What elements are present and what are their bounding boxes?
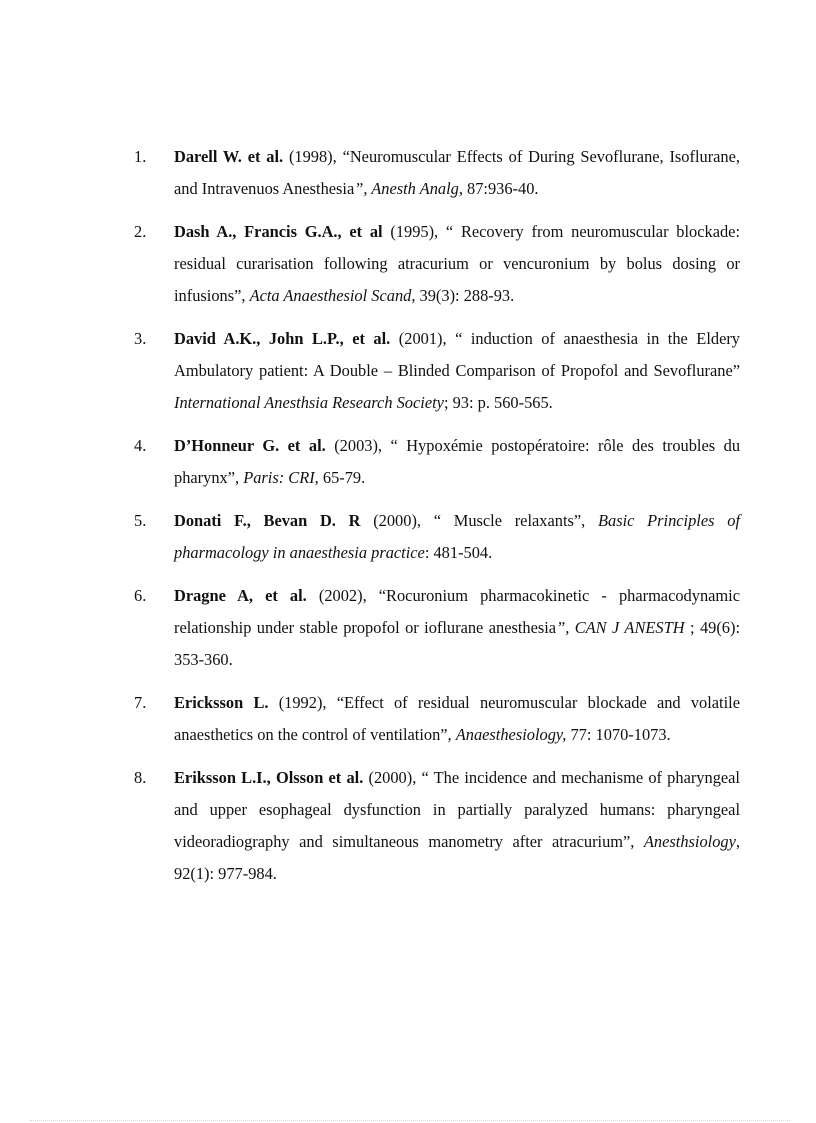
reference-source: ”, CAN J ANESTH xyxy=(556,618,685,637)
reference-item-7 xyxy=(134,687,740,751)
reference-authors: Ericksson L. xyxy=(174,693,269,712)
reference-authors: Eriksson L.I., Olsson et al. xyxy=(174,768,364,787)
reference-item-8 xyxy=(134,762,740,890)
reference-year: (2003), xyxy=(325,436,391,455)
page-bottom-divider xyxy=(30,1120,790,1121)
reference-title: “ Muscle relaxants”, xyxy=(433,511,598,530)
reference-source: ”, Anesth Analg xyxy=(354,179,459,198)
reference-number: 2. xyxy=(134,222,147,241)
reference-title: “Rocuronium pharmacokinetic - pharmacodynamic relationship under stable propofol or ioflurane anesthesia xyxy=(174,586,740,637)
reference-details: 77: 1070-1073. xyxy=(566,725,671,744)
reference-number: 7. xyxy=(134,693,147,712)
reference-source: Basic Principles of pharmacology in anaesthesia practice xyxy=(174,511,740,562)
reference-item-5 xyxy=(134,505,740,569)
reference-title: “ induction of anaesthesia in the Eldery Ambulatory patient: A Double – Blinded Comparison of Propofol and Sevoflurane” xyxy=(174,329,741,380)
reference-number: 1. xyxy=(134,147,147,166)
reference-year: (1992), xyxy=(268,693,337,712)
reference-year: (1995), xyxy=(382,222,446,241)
reference-year: (1998), xyxy=(283,147,343,166)
reference-authors: Donati F., Bevan D. R xyxy=(174,511,361,530)
reference-source: Anaesthesiology, xyxy=(455,725,567,744)
reference-details: , 92(1): 977-984. xyxy=(174,832,740,883)
reference-title: “ Hypoxémie postopératoire: rôle des troubles du pharynx”, xyxy=(174,436,741,487)
reference-item-1 xyxy=(134,141,740,205)
reference-item-6 xyxy=(134,580,740,676)
reference-authors: Dash A., Francis G.A., et al xyxy=(174,222,383,241)
reference-year: (2001), xyxy=(390,329,456,348)
reference-year: (2000), xyxy=(360,511,434,530)
reference-source: Paris: CRI xyxy=(243,468,315,487)
reference-title: “Effect of residual neuromuscular blockade and volatile anaesthetics on the control of ventilation”, xyxy=(174,693,740,744)
reference-authors: Dragne A, et al. xyxy=(174,586,307,605)
reference-title: “ The incidence and mechanisme of pharyngeal and upper esophageal dysfunction in partially paralyzed humans: pharyngeal videoradiography and simultaneous manometry after atracurium”, xyxy=(174,768,740,851)
reference-number: 6. xyxy=(134,586,147,605)
reference-details: ; 49(6): 353-360. xyxy=(174,618,741,669)
reference-details: : 481-504. xyxy=(424,543,493,562)
reference-details: , 39(3): 288-93. xyxy=(411,286,515,305)
reference-details: , 65-79. xyxy=(314,468,366,487)
reference-item-2 xyxy=(134,216,740,312)
reference-authors: Darell W. et al. xyxy=(174,147,284,166)
reference-item-4 xyxy=(134,430,740,494)
reference-number: 4. xyxy=(134,436,147,455)
reference-details: , 87:936-40. xyxy=(458,179,539,198)
reference-source: Anesthsiology xyxy=(643,832,736,851)
reference-year: (2002), xyxy=(306,586,379,605)
reference-title: “ Recovery from neuromuscular blockade: residual curarisation following atracurium or vencuronium by bolus dosing or infusions”, xyxy=(174,222,740,305)
reference-number: 3. xyxy=(134,329,147,348)
reference-title: “Neuromuscular Effects of During Sevoflurane, Isoflurane, and Intravenuos Anesthesia xyxy=(174,147,741,198)
reference-details: ; 93: p. 560-565. xyxy=(443,393,553,412)
reference-number: 8. xyxy=(134,768,147,787)
reference-authors: David A.K., John L.P., et al. xyxy=(174,329,391,348)
reference-list xyxy=(134,141,740,901)
reference-source: Acta Anaesthesiol Scand xyxy=(249,286,412,305)
reference-number: 5. xyxy=(134,511,147,530)
reference-item-3 xyxy=(134,323,740,419)
reference-source: International Anesthsia Research Society xyxy=(174,393,444,412)
reference-year: (2000), xyxy=(363,768,422,787)
reference-authors: D’Honneur G. et al. xyxy=(174,436,326,455)
